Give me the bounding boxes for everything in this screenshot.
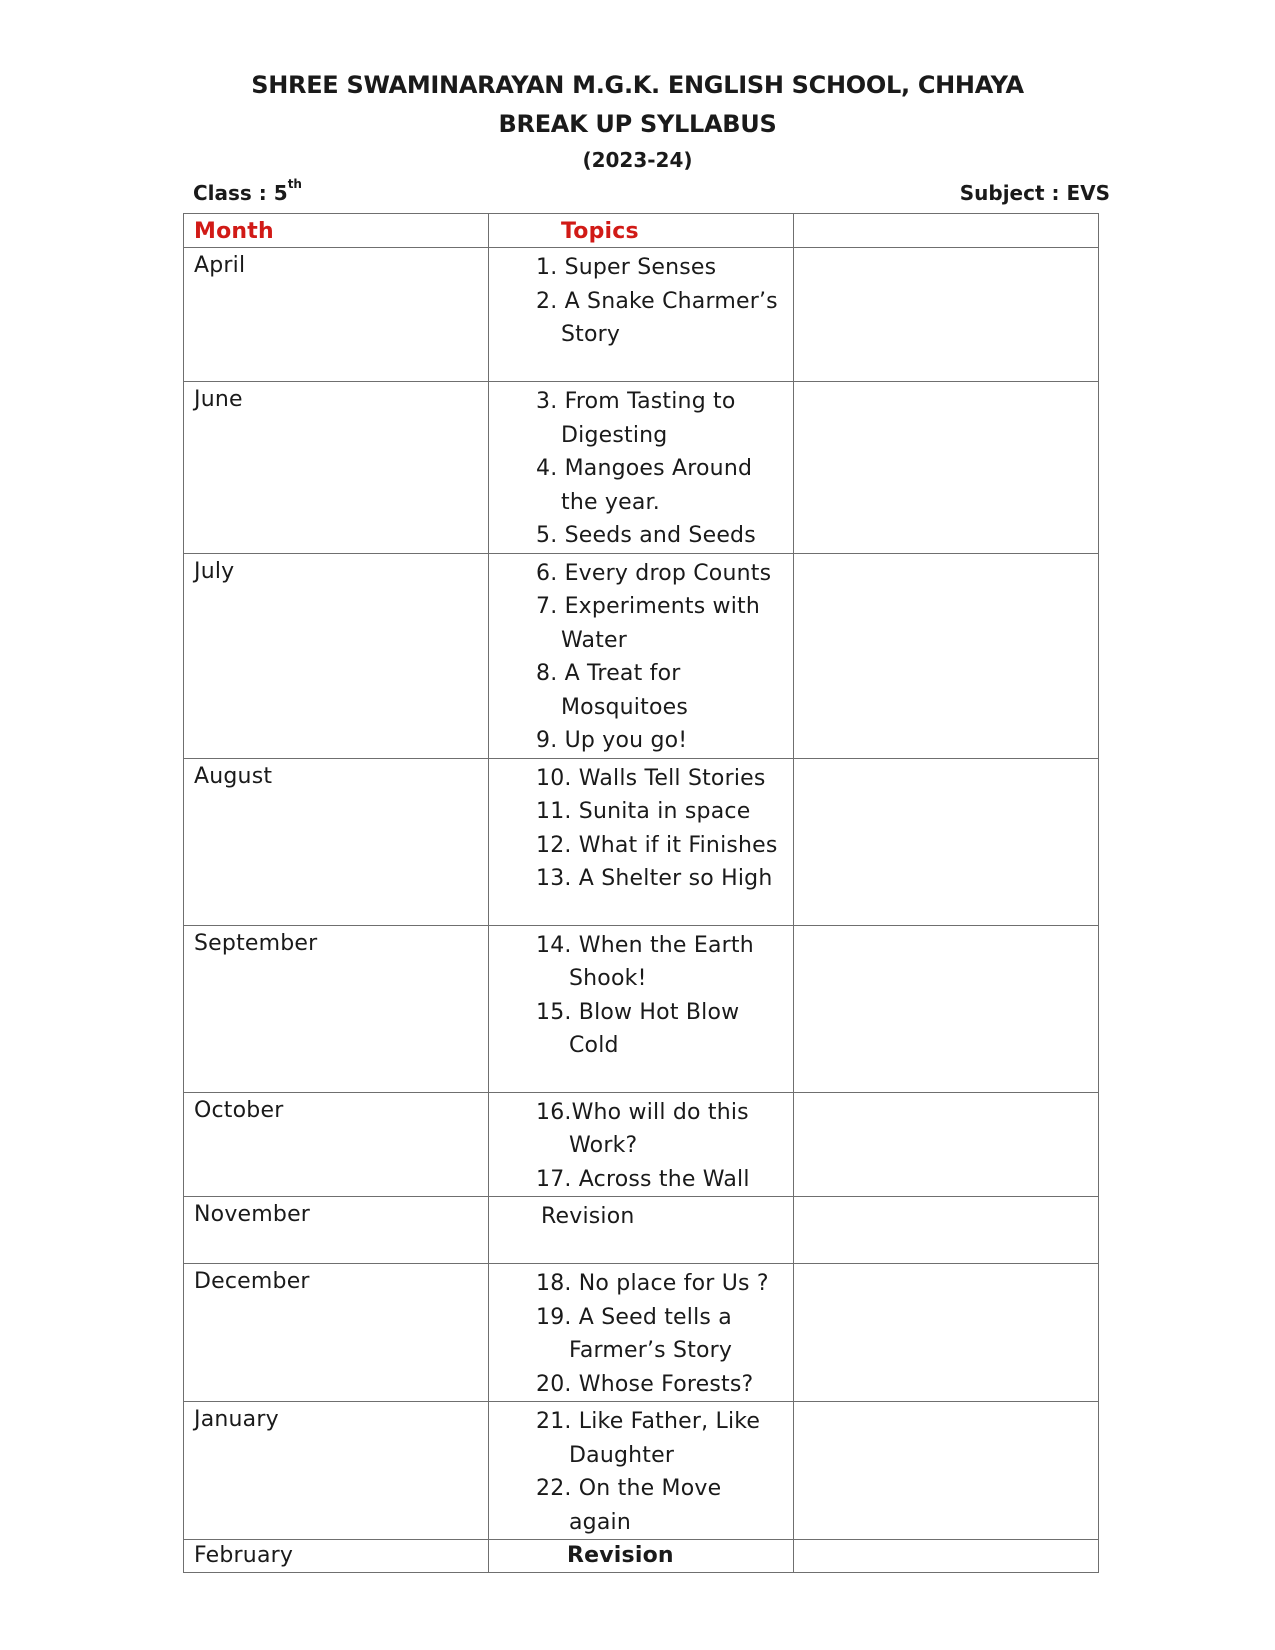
month-cell: October [184, 1092, 489, 1197]
topic-line: 13. A Shelter so High [536, 866, 773, 891]
topic-line: 4. Mangoes Around [536, 456, 753, 481]
blank-cell [794, 553, 1099, 758]
table-row [184, 1264, 1099, 1402]
topic-line: 12. What if it Finishes [536, 832, 778, 858]
topics-column-header: Topics [489, 214, 794, 248]
topic-line: Farmer’s Story [569, 1338, 733, 1363]
topic-line: again [569, 1509, 631, 1535]
blank-cell [794, 758, 1099, 925]
table-row [184, 1402, 1099, 1540]
table-row [184, 758, 1099, 925]
subject-label: Subject : EVS [959, 181, 1110, 205]
topic-line: 16.Who will do this [536, 1099, 749, 1125]
topic-line: 14. When the Earth [536, 932, 754, 958]
topic-line: 7. Experiments with [536, 594, 761, 619]
topics-cell [489, 1540, 794, 1573]
document-title: BREAK UP SYLLABUS [498, 110, 777, 138]
month-cell: June [184, 382, 489, 554]
topic-line: 17. Across the Wall [536, 1166, 750, 1192]
topics-cell [489, 248, 794, 382]
topics-cell [489, 1402, 794, 1540]
table-row [184, 925, 1099, 1092]
topics-cell [489, 1197, 794, 1264]
topic-line: 9. Up you go! [536, 728, 688, 753]
month-cell: July [184, 553, 489, 758]
month-column-header: Month [184, 214, 489, 248]
month-cell: September [184, 925, 489, 1092]
topic-line: 8. A Treat for [536, 661, 681, 686]
table-row [184, 1540, 1099, 1573]
topic-line: 6. Every drop Counts [536, 560, 772, 586]
topic-line: 10. Walls Tell Stories [536, 765, 766, 791]
topics-cell [489, 382, 794, 554]
class-superscript: th [287, 177, 302, 192]
table-row [184, 248, 1099, 382]
topics-cell [489, 925, 794, 1092]
month-cell: August [184, 758, 489, 925]
school-name: SHREE SWAMINARAYAN M.G.K. ENGLISH SCHOOL, CHHAYA [251, 71, 1024, 99]
topic-line: Mosquitoes [561, 694, 689, 720]
topic-line: 3. From Tasting to [536, 389, 736, 414]
month-cell: November [184, 1197, 489, 1264]
topic-line: Work? [569, 1133, 638, 1158]
blank-cell [794, 1197, 1099, 1264]
topic-line: 5. Seeds and Seeds [536, 523, 756, 548]
class-label [193, 177, 302, 205]
topics-cell [489, 1264, 794, 1402]
blank-cell [794, 1540, 1099, 1573]
topic-line: 21. Like Father, Like [536, 1409, 761, 1434]
topic-line: Water [561, 627, 628, 653]
blank-cell [794, 248, 1099, 382]
blank-cell [794, 1402, 1099, 1540]
topic-line: Revision [541, 1204, 635, 1229]
table-row [184, 1197, 1099, 1264]
topics-cell [489, 758, 794, 925]
topic-line: 11. Sunita in space [536, 799, 751, 824]
topic-line: Revision [567, 1543, 674, 1568]
blank-cell [794, 1092, 1099, 1197]
topic-line: 1. Super Senses [536, 255, 717, 280]
table-row [184, 382, 1099, 554]
topic-line: the year. [561, 489, 660, 515]
topic-line: 15. Blow Hot Blow [536, 999, 740, 1025]
topics-cell [489, 1092, 794, 1197]
blank-cell [794, 1264, 1099, 1402]
topic-line: 22. On the Move [536, 1476, 722, 1501]
month-cell: January [184, 1402, 489, 1540]
class-text: Class : 5 [193, 181, 288, 205]
syllabus-table [183, 213, 1099, 1573]
table-row [184, 1092, 1099, 1197]
table-header-row [184, 214, 1099, 248]
month-cell: February [184, 1540, 489, 1573]
topics-cell [489, 553, 794, 758]
month-cell: December [184, 1264, 489, 1402]
topic-line: 19. A Seed tells a [536, 1304, 732, 1330]
blank-cell [794, 925, 1099, 1092]
blank-cell [794, 382, 1099, 554]
topic-line: Digesting [561, 422, 668, 448]
blank-column-header [794, 214, 1099, 248]
topic-line: 18. No place for Us ? [536, 1271, 769, 1296]
month-cell: April [184, 248, 489, 382]
topic-line: 20. Whose Forests? [536, 1371, 754, 1397]
topic-line: Daughter [569, 1442, 675, 1468]
topic-line: Story [561, 322, 621, 347]
topic-line: Cold [569, 1033, 619, 1058]
academic-year: (2023-24) [582, 148, 693, 172]
topic-line: 2. A Snake Charmer’s [536, 288, 778, 314]
topic-line: Shook! [569, 966, 647, 991]
table-row [184, 553, 1099, 758]
